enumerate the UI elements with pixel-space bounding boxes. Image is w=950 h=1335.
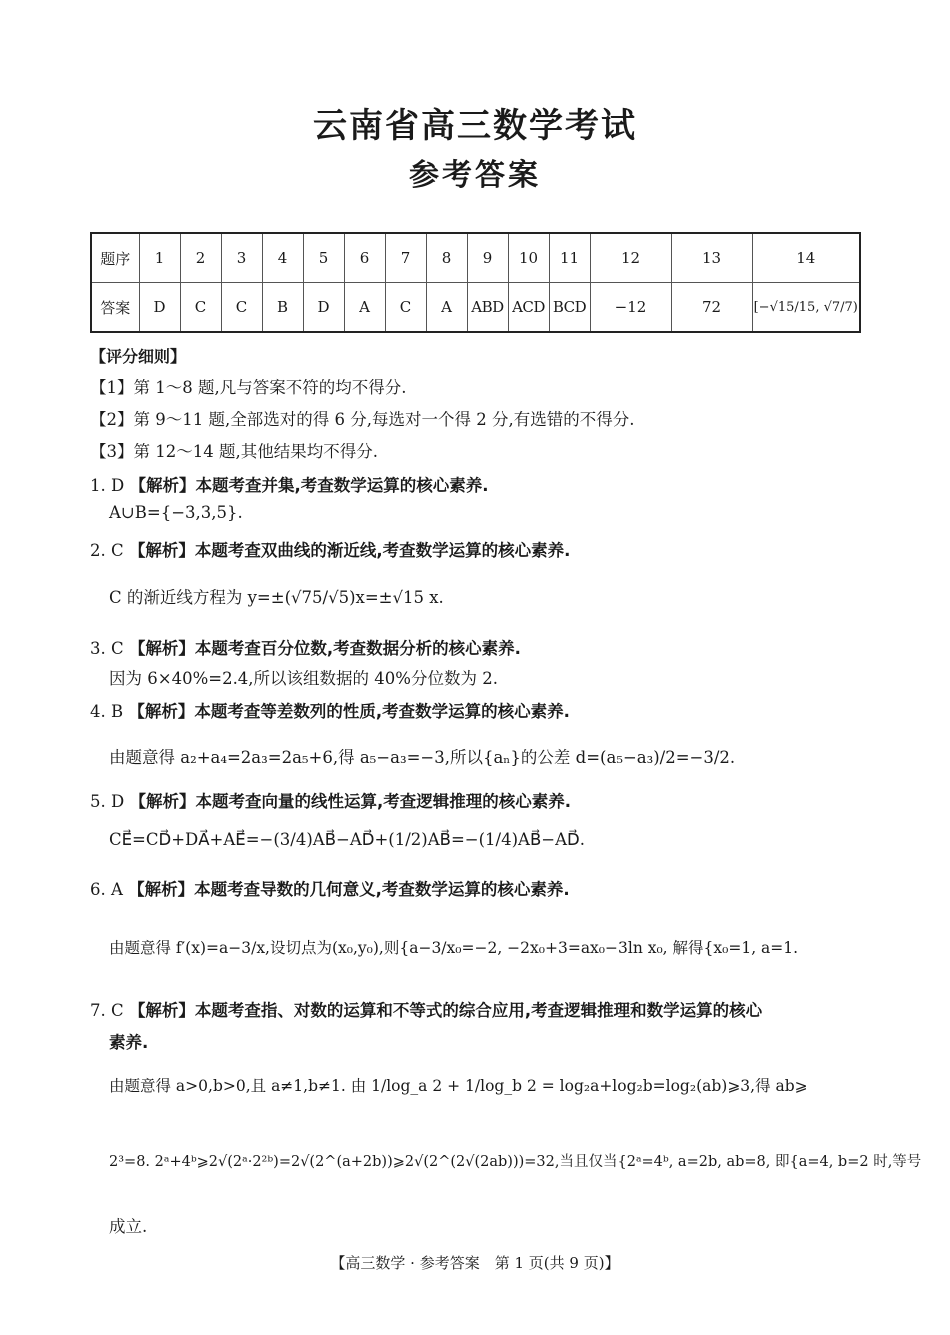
table-cell: ABD xyxy=(467,283,508,333)
solution-answer: 5. D xyxy=(90,792,125,811)
table-cell: 12 xyxy=(590,233,671,283)
table-cell: D xyxy=(139,283,180,333)
table-cell: 1 xyxy=(139,233,180,283)
solution-analysis: 【解析】本题考查百分位数,考查数据分析的核心素养. xyxy=(128,639,521,658)
table-cell: 3 xyxy=(221,233,262,283)
solution-line: 2³=8. 2ᵃ+4ᵇ⩾2√(2ᵃ·2²ᵇ)=2√(2^(a+2b))⩾2√(2^(2√(2ab)))=32,当且仅当{2ᵃ=4ᵇ, a=2b, ab=8, 即{a=4, b=2 时,等号 xyxy=(109,1154,922,1170)
solution-analysis: 【解析】本题考查双曲线的渐近线,考查数学运算的核心素养. xyxy=(128,541,571,560)
solution-analysis: 【解析】本题考查指、对数的运算和不等式的综合应用,考查逻辑推理和数学运算的核心 xyxy=(128,1001,763,1020)
solution-analysis: 【解析】本题考查等差数列的性质,考查数学运算的核心素养. xyxy=(128,702,570,721)
table-cell: 13 xyxy=(671,233,752,283)
solution-4-header xyxy=(90,698,570,722)
table-cell: 2 xyxy=(180,233,221,283)
solution-answer: 2. C xyxy=(90,541,124,560)
grading-rule: 【1】第 1～8 题,凡与答案不符的均不得分. xyxy=(90,378,407,397)
solution-answer: 1. D xyxy=(90,476,125,495)
solution-answer: 6. A xyxy=(90,880,123,899)
solution-5-header xyxy=(90,788,571,812)
table-row-label: 题序 xyxy=(91,233,139,283)
table-row-numbers xyxy=(91,233,860,283)
table-cell: C xyxy=(180,283,221,333)
table-cell: D xyxy=(303,283,344,333)
table-row-answers xyxy=(91,283,860,333)
solution-7-header xyxy=(90,997,762,1021)
table-cell: BCD xyxy=(549,283,590,333)
solution-line: A∪B={−3,3,5}. xyxy=(109,503,243,522)
solution-2-header xyxy=(90,537,570,561)
solution-answer: 7. C xyxy=(90,1001,124,1020)
table-cell: 4 xyxy=(262,233,303,283)
grading-heading: 【评分细则】 xyxy=(90,347,187,366)
table-cell: C xyxy=(221,283,262,333)
table-cell: ACD xyxy=(508,283,549,333)
solution-3-header xyxy=(90,635,521,659)
table-cell: 14 xyxy=(752,233,860,283)
solution-line: 成立. xyxy=(109,1217,148,1236)
table-cell: C xyxy=(385,283,426,333)
solution-answer: 3. C xyxy=(90,639,124,658)
table-cell: 11 xyxy=(549,233,590,283)
solution-line: 由题意得 a₂+a₄=2a₃=2a₅+6,得 a₅−a₃=−3,所以{aₙ}的公差 d=(a₅−a₃)/2=−3/2. xyxy=(109,748,736,767)
grading-rule: 【2】第 9～11 题,全部选对的得 6 分,每选对一个得 2 分,有选错的不得分. xyxy=(90,410,635,429)
grading-rule: 【3】第 12～14 题,其他结果均不得分. xyxy=(90,442,378,461)
solution-analysis: 【解析】本题考查向量的线性运算,考查逻辑推理的核心素养. xyxy=(129,792,572,811)
solution-answer: 4. B xyxy=(90,702,124,721)
page-subtitle: 参考答案 xyxy=(409,158,541,193)
solution-line: CE⃗=CD⃗+DA⃗+AE⃗=−(3/4)AB⃗−AD⃗+(1/2)AB⃗=−(1/4)AB⃗−AD⃗. xyxy=(109,830,585,849)
table-cell: 72 xyxy=(671,283,752,333)
table-cell: A xyxy=(344,283,385,333)
table-cell: A xyxy=(426,283,467,333)
answer-table xyxy=(90,232,861,333)
table-cell: [−√15/15, √7/7) xyxy=(752,283,860,333)
solution-analysis: 【解析】本题考查导数的几何意义,考查数学运算的核心素养. xyxy=(128,880,570,899)
table-row-label: 答案 xyxy=(91,283,139,333)
solution-analysis-cont: 素养. xyxy=(109,1033,149,1052)
table-cell: 6 xyxy=(344,233,385,283)
solution-analysis: 【解析】本题考查并集,考查数学运算的核心素养. xyxy=(129,476,489,495)
table-cell: B xyxy=(262,283,303,333)
table-cell: 7 xyxy=(385,233,426,283)
table-cell: 9 xyxy=(467,233,508,283)
solution-1-header xyxy=(90,472,489,496)
solution-6-header xyxy=(90,876,570,900)
solution-line: 因为 6×40%=2.4,所以该组数据的 40%分位数为 2. xyxy=(109,669,498,688)
solution-line: 由题意得 f′(x)=a−3/x,设切点为(x₀,y₀),则{a−3/x₀=−2, −2x₀+3=ax₀−3ln x₀, 解得{x₀=1, a=1. xyxy=(109,939,799,957)
table-cell: 8 xyxy=(426,233,467,283)
table-cell: 10 xyxy=(508,233,549,283)
page-footer: 【高三数学 · 参考答案 第 1 页(共 9 页)】 xyxy=(330,1254,620,1272)
page-title: 云南省高三数学考试 xyxy=(313,106,637,146)
table-cell: −12 xyxy=(590,283,671,333)
solution-line: 由题意得 a>0,b>0,且 a≠1,b≠1. 由 1/log_a 2 + 1/log_b 2 = log₂a+log₂b=log₂(ab)⩾3,得 ab⩾ xyxy=(109,1077,808,1095)
table-cell: 5 xyxy=(303,233,344,283)
solution-line: C 的渐近线方程为 y=±(√75/√5)x=±√15 x. xyxy=(109,588,444,607)
